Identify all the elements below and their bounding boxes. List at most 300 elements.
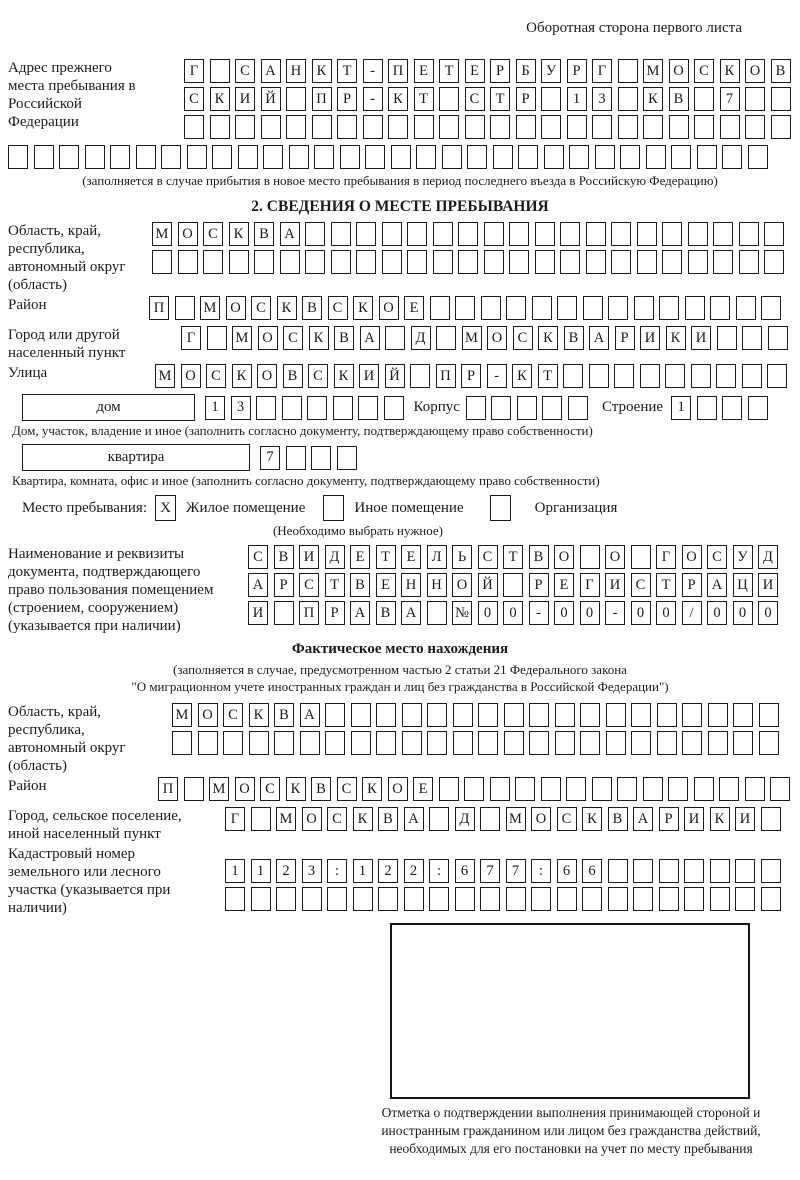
char-cell[interactable] bbox=[637, 250, 657, 274]
char-cell[interactable] bbox=[618, 87, 638, 111]
char-cell[interactable] bbox=[568, 396, 588, 420]
char-cell[interactable] bbox=[172, 731, 192, 755]
char-cell[interactable]: С bbox=[235, 59, 255, 83]
char-cell[interactable] bbox=[453, 731, 473, 755]
char-cell[interactable] bbox=[748, 145, 768, 169]
char-cell[interactable] bbox=[542, 396, 562, 420]
char-cell[interactable] bbox=[659, 859, 679, 883]
char-cell[interactable] bbox=[289, 145, 309, 169]
char-cell[interactable] bbox=[634, 296, 654, 320]
char-cell[interactable]: С bbox=[299, 573, 319, 597]
char-cell[interactable]: К bbox=[232, 364, 252, 388]
char-cell[interactable]: Е bbox=[414, 59, 434, 83]
char-cell[interactable] bbox=[541, 777, 561, 801]
char-cell[interactable] bbox=[662, 250, 682, 274]
char-cell[interactable] bbox=[592, 777, 612, 801]
char-cell[interactable] bbox=[633, 887, 653, 911]
char-cell[interactable]: И bbox=[684, 807, 704, 831]
char-cell[interactable] bbox=[433, 250, 453, 274]
char-cell[interactable] bbox=[682, 703, 702, 727]
char-cell[interactable]: П bbox=[299, 601, 319, 625]
char-cell[interactable] bbox=[529, 703, 549, 727]
char-cell[interactable]: Й bbox=[478, 573, 498, 597]
char-cell[interactable] bbox=[764, 222, 784, 246]
char-cell[interactable] bbox=[722, 396, 742, 420]
char-cell[interactable]: 7 bbox=[720, 87, 740, 111]
char-cell[interactable] bbox=[697, 145, 717, 169]
char-cell[interactable] bbox=[694, 777, 714, 801]
char-cell[interactable]: К bbox=[538, 326, 558, 350]
char-cell[interactable] bbox=[710, 887, 730, 911]
char-cell[interactable]: О bbox=[531, 807, 551, 831]
char-cell[interactable] bbox=[694, 87, 714, 111]
char-cell[interactable] bbox=[504, 703, 524, 727]
char-cell[interactable] bbox=[312, 115, 332, 139]
stay-option-organization-checkbox[interactable] bbox=[490, 495, 511, 521]
char-cell[interactable]: А bbox=[707, 573, 727, 597]
char-cell[interactable] bbox=[490, 115, 510, 139]
char-cell[interactable] bbox=[286, 87, 306, 111]
char-cell[interactable] bbox=[358, 396, 378, 420]
char-cell[interactable]: В bbox=[274, 703, 294, 727]
char-cell[interactable]: Г bbox=[184, 59, 204, 83]
char-cell[interactable]: К bbox=[666, 326, 686, 350]
char-cell[interactable]: И bbox=[691, 326, 711, 350]
char-cell[interactable]: В bbox=[274, 545, 294, 569]
char-cell[interactable]: С bbox=[694, 59, 714, 83]
char-cell[interactable]: Н bbox=[427, 573, 447, 597]
char-cell[interactable] bbox=[365, 145, 385, 169]
char-cell[interactable]: Е bbox=[401, 545, 421, 569]
char-cell[interactable] bbox=[382, 250, 402, 274]
char-cell[interactable] bbox=[657, 731, 677, 755]
char-cell[interactable] bbox=[402, 703, 422, 727]
char-cell[interactable] bbox=[544, 145, 564, 169]
char-cell[interactable] bbox=[662, 222, 682, 246]
char-cell[interactable] bbox=[198, 731, 218, 755]
char-cell[interactable]: 7 bbox=[506, 859, 526, 883]
char-cell[interactable] bbox=[682, 731, 702, 755]
char-cell[interactable] bbox=[748, 396, 768, 420]
char-cell[interactable] bbox=[688, 222, 708, 246]
char-cell[interactable] bbox=[583, 296, 603, 320]
stay-option-residential-checkbox[interactable]: X bbox=[155, 495, 176, 521]
char-cell[interactable] bbox=[416, 145, 436, 169]
char-cell[interactable]: Р bbox=[325, 601, 345, 625]
char-cell[interactable]: П bbox=[436, 364, 456, 388]
char-cell[interactable]: О bbox=[605, 545, 625, 569]
char-cell[interactable] bbox=[516, 115, 536, 139]
char-cell[interactable] bbox=[305, 250, 325, 274]
char-cell[interactable] bbox=[225, 887, 245, 911]
char-cell[interactable] bbox=[286, 446, 306, 470]
char-cell[interactable]: К bbox=[229, 222, 249, 246]
char-cell[interactable]: И bbox=[299, 545, 319, 569]
char-cell[interactable]: Т bbox=[503, 545, 523, 569]
char-cell[interactable]: О bbox=[198, 703, 218, 727]
char-cell[interactable] bbox=[580, 731, 600, 755]
char-cell[interactable] bbox=[735, 859, 755, 883]
char-cell[interactable]: Ь bbox=[452, 545, 472, 569]
char-cell[interactable] bbox=[735, 887, 755, 911]
char-cell[interactable]: Р bbox=[274, 573, 294, 597]
char-cell[interactable] bbox=[606, 731, 626, 755]
char-cell[interactable] bbox=[184, 777, 204, 801]
char-cell[interactable]: В bbox=[302, 296, 322, 320]
char-cell[interactable] bbox=[136, 145, 156, 169]
char-cell[interactable] bbox=[430, 296, 450, 320]
char-cell[interactable]: А bbox=[633, 807, 653, 831]
char-cell[interactable]: О bbox=[452, 573, 472, 597]
char-cell[interactable]: А bbox=[300, 703, 320, 727]
char-cell[interactable] bbox=[351, 703, 371, 727]
char-cell[interactable]: 0 bbox=[707, 601, 727, 625]
char-cell[interactable]: С bbox=[223, 703, 243, 727]
char-cell[interactable] bbox=[175, 296, 195, 320]
char-cell[interactable]: С bbox=[707, 545, 727, 569]
char-cell[interactable] bbox=[286, 115, 306, 139]
char-cell[interactable] bbox=[560, 222, 580, 246]
char-cell[interactable] bbox=[429, 887, 449, 911]
char-cell[interactable] bbox=[327, 887, 347, 911]
char-cell[interactable]: О bbox=[682, 545, 702, 569]
char-cell[interactable]: С bbox=[337, 777, 357, 801]
char-cell[interactable] bbox=[503, 573, 523, 597]
char-cell[interactable]: С bbox=[203, 222, 223, 246]
char-cell[interactable] bbox=[595, 145, 615, 169]
char-cell[interactable] bbox=[589, 364, 609, 388]
char-cell[interactable]: Е bbox=[350, 545, 370, 569]
char-cell[interactable] bbox=[187, 145, 207, 169]
char-cell[interactable]: 0 bbox=[758, 601, 778, 625]
char-cell[interactable]: М bbox=[643, 59, 663, 83]
char-cell[interactable]: К bbox=[643, 87, 663, 111]
char-cell[interactable]: К bbox=[210, 87, 230, 111]
char-cell[interactable] bbox=[618, 59, 638, 83]
char-cell[interactable] bbox=[506, 296, 526, 320]
char-cell[interactable] bbox=[506, 887, 526, 911]
char-cell[interactable]: П bbox=[158, 777, 178, 801]
char-cell[interactable] bbox=[694, 115, 714, 139]
char-cell[interactable] bbox=[563, 364, 583, 388]
char-cell[interactable] bbox=[480, 807, 500, 831]
char-cell[interactable]: К bbox=[353, 807, 373, 831]
char-cell[interactable] bbox=[586, 250, 606, 274]
char-cell[interactable]: О bbox=[388, 777, 408, 801]
char-cell[interactable] bbox=[351, 731, 371, 755]
char-cell[interactable] bbox=[235, 115, 255, 139]
char-cell[interactable]: С bbox=[308, 364, 328, 388]
char-cell[interactable] bbox=[325, 703, 345, 727]
char-cell[interactable]: 0 bbox=[656, 601, 676, 625]
char-cell[interactable]: 3 bbox=[231, 396, 251, 420]
char-cell[interactable]: О bbox=[554, 545, 574, 569]
char-cell[interactable] bbox=[569, 145, 589, 169]
char-cell[interactable] bbox=[407, 250, 427, 274]
char-cell[interactable] bbox=[376, 731, 396, 755]
char-cell[interactable] bbox=[631, 545, 651, 569]
char-cell[interactable] bbox=[618, 115, 638, 139]
char-cell[interactable] bbox=[722, 145, 742, 169]
char-cell[interactable]: Д bbox=[455, 807, 475, 831]
char-cell[interactable]: 0 bbox=[478, 601, 498, 625]
char-cell[interactable]: Т bbox=[538, 364, 558, 388]
char-cell[interactable] bbox=[535, 222, 555, 246]
char-cell[interactable]: М bbox=[209, 777, 229, 801]
char-cell[interactable]: 1 bbox=[671, 396, 691, 420]
char-cell[interactable] bbox=[356, 222, 376, 246]
char-cell[interactable] bbox=[490, 777, 510, 801]
char-cell[interactable] bbox=[770, 777, 790, 801]
char-cell[interactable]: 0 bbox=[554, 601, 574, 625]
char-cell[interactable] bbox=[481, 296, 501, 320]
char-cell[interactable]: С bbox=[327, 807, 347, 831]
char-cell[interactable] bbox=[580, 545, 600, 569]
stay-option-other-checkbox[interactable] bbox=[323, 495, 344, 521]
char-cell[interactable] bbox=[710, 859, 730, 883]
char-cell[interactable]: А bbox=[261, 59, 281, 83]
char-cell[interactable] bbox=[535, 250, 555, 274]
char-cell[interactable] bbox=[582, 887, 602, 911]
char-cell[interactable] bbox=[745, 87, 765, 111]
char-cell[interactable]: С bbox=[513, 326, 533, 350]
char-cell[interactable] bbox=[631, 731, 651, 755]
char-cell[interactable]: А bbox=[350, 601, 370, 625]
char-cell[interactable]: П bbox=[312, 87, 332, 111]
char-cell[interactable] bbox=[745, 777, 765, 801]
char-cell[interactable]: С bbox=[251, 296, 271, 320]
char-cell[interactable] bbox=[767, 364, 787, 388]
char-cell[interactable]: Б bbox=[516, 59, 536, 83]
char-cell[interactable]: С bbox=[478, 545, 498, 569]
char-cell[interactable]: 7 bbox=[480, 859, 500, 883]
char-cell[interactable] bbox=[761, 887, 781, 911]
char-cell[interactable] bbox=[300, 731, 320, 755]
char-cell[interactable] bbox=[620, 145, 640, 169]
char-cell[interactable] bbox=[560, 250, 580, 274]
char-cell[interactable] bbox=[685, 296, 705, 320]
char-cell[interactable]: В bbox=[608, 807, 628, 831]
char-cell[interactable] bbox=[771, 87, 791, 111]
char-cell[interactable]: К bbox=[286, 777, 306, 801]
char-cell[interactable]: С bbox=[557, 807, 577, 831]
char-cell[interactable] bbox=[484, 250, 504, 274]
char-cell[interactable] bbox=[555, 731, 575, 755]
char-cell[interactable] bbox=[333, 396, 353, 420]
char-cell[interactable] bbox=[509, 250, 529, 274]
char-cell[interactable]: О bbox=[258, 326, 278, 350]
char-cell[interactable]: М bbox=[172, 703, 192, 727]
char-cell[interactable] bbox=[713, 250, 733, 274]
char-cell[interactable] bbox=[429, 807, 449, 831]
char-cell[interactable] bbox=[458, 250, 478, 274]
char-cell[interactable]: Т bbox=[414, 87, 434, 111]
char-cell[interactable] bbox=[608, 887, 628, 911]
char-cell[interactable]: К bbox=[353, 296, 373, 320]
char-cell[interactable]: Й bbox=[261, 87, 281, 111]
char-cell[interactable] bbox=[637, 222, 657, 246]
char-cell[interactable]: 6 bbox=[557, 859, 577, 883]
char-cell[interactable]: К bbox=[388, 87, 408, 111]
char-cell[interactable] bbox=[759, 731, 779, 755]
char-cell[interactable]: А bbox=[360, 326, 380, 350]
char-cell[interactable] bbox=[8, 145, 28, 169]
char-cell[interactable]: / bbox=[682, 601, 702, 625]
char-cell[interactable]: О bbox=[257, 364, 277, 388]
char-cell[interactable]: С bbox=[328, 296, 348, 320]
char-cell[interactable] bbox=[745, 115, 765, 139]
char-cell[interactable]: В bbox=[669, 87, 689, 111]
char-cell[interactable]: У bbox=[733, 545, 753, 569]
char-cell[interactable]: С bbox=[248, 545, 268, 569]
char-cell[interactable] bbox=[466, 396, 486, 420]
char-cell[interactable] bbox=[203, 250, 223, 274]
char-cell[interactable]: П bbox=[388, 59, 408, 83]
char-cell[interactable]: Т bbox=[490, 87, 510, 111]
char-cell[interactable]: О bbox=[669, 59, 689, 83]
char-cell[interactable] bbox=[529, 731, 549, 755]
char-cell[interactable]: 3 bbox=[302, 859, 322, 883]
char-cell[interactable] bbox=[555, 703, 575, 727]
char-cell[interactable]: Й bbox=[385, 364, 405, 388]
char-cell[interactable] bbox=[382, 222, 402, 246]
char-cell[interactable] bbox=[580, 703, 600, 727]
char-cell[interactable]: Т bbox=[656, 573, 676, 597]
char-cell[interactable]: О bbox=[745, 59, 765, 83]
char-cell[interactable] bbox=[608, 859, 628, 883]
char-cell[interactable] bbox=[557, 296, 577, 320]
char-cell[interactable]: В bbox=[334, 326, 354, 350]
char-cell[interactable]: К bbox=[277, 296, 297, 320]
char-cell[interactable]: Р bbox=[682, 573, 702, 597]
char-cell[interactable] bbox=[532, 296, 552, 320]
char-cell[interactable]: С bbox=[631, 573, 651, 597]
char-cell[interactable] bbox=[353, 887, 373, 911]
char-cell[interactable]: : bbox=[327, 859, 347, 883]
char-cell[interactable]: И bbox=[359, 364, 379, 388]
char-cell[interactable] bbox=[427, 703, 447, 727]
char-cell[interactable]: К bbox=[309, 326, 329, 350]
char-cell[interactable] bbox=[331, 250, 351, 274]
char-cell[interactable] bbox=[768, 326, 788, 350]
char-cell[interactable] bbox=[736, 296, 756, 320]
char-cell[interactable] bbox=[509, 222, 529, 246]
char-cell[interactable] bbox=[708, 731, 728, 755]
char-cell[interactable]: 6 bbox=[455, 859, 475, 883]
char-cell[interactable] bbox=[659, 887, 679, 911]
char-cell[interactable]: К bbox=[710, 807, 730, 831]
char-cell[interactable] bbox=[518, 145, 538, 169]
char-cell[interactable]: И bbox=[640, 326, 660, 350]
char-cell[interactable] bbox=[229, 250, 249, 274]
char-cell[interactable] bbox=[465, 115, 485, 139]
char-cell[interactable] bbox=[302, 887, 322, 911]
char-cell[interactable] bbox=[759, 703, 779, 727]
char-cell[interactable] bbox=[606, 703, 626, 727]
char-cell[interactable]: Г bbox=[181, 326, 201, 350]
char-cell[interactable] bbox=[210, 115, 230, 139]
char-cell[interactable] bbox=[531, 887, 551, 911]
char-cell[interactable] bbox=[557, 887, 577, 911]
char-cell[interactable] bbox=[688, 250, 708, 274]
char-cell[interactable] bbox=[617, 777, 637, 801]
char-cell[interactable]: Г bbox=[656, 545, 676, 569]
char-cell[interactable]: 1 bbox=[251, 859, 271, 883]
char-cell[interactable] bbox=[110, 145, 130, 169]
char-cell[interactable] bbox=[251, 887, 271, 911]
char-cell[interactable] bbox=[378, 887, 398, 911]
char-cell[interactable] bbox=[439, 777, 459, 801]
char-cell[interactable]: 1 bbox=[205, 396, 225, 420]
char-cell[interactable] bbox=[633, 859, 653, 883]
char-cell[interactable] bbox=[249, 731, 269, 755]
char-cell[interactable] bbox=[480, 887, 500, 911]
char-cell[interactable]: - bbox=[487, 364, 507, 388]
char-cell[interactable]: О bbox=[235, 777, 255, 801]
char-cell[interactable]: Р bbox=[659, 807, 679, 831]
char-cell[interactable]: К bbox=[334, 364, 354, 388]
char-cell[interactable] bbox=[467, 145, 487, 169]
char-cell[interactable]: В bbox=[529, 545, 549, 569]
char-cell[interactable]: Р bbox=[461, 364, 481, 388]
char-cell[interactable] bbox=[331, 222, 351, 246]
char-cell[interactable] bbox=[436, 326, 456, 350]
char-cell[interactable]: : bbox=[531, 859, 551, 883]
char-cell[interactable]: 1 bbox=[353, 859, 373, 883]
char-cell[interactable] bbox=[657, 703, 677, 727]
char-cell[interactable] bbox=[640, 364, 660, 388]
char-cell[interactable] bbox=[455, 887, 475, 911]
char-cell[interactable]: В bbox=[564, 326, 584, 350]
char-cell[interactable]: 1 bbox=[225, 859, 245, 883]
char-cell[interactable] bbox=[739, 250, 759, 274]
char-cell[interactable] bbox=[207, 326, 227, 350]
char-cell[interactable] bbox=[34, 145, 54, 169]
char-cell[interactable] bbox=[356, 250, 376, 274]
char-cell[interactable] bbox=[491, 396, 511, 420]
char-cell[interactable]: М bbox=[506, 807, 526, 831]
char-cell[interactable]: М bbox=[155, 364, 175, 388]
char-cell[interactable] bbox=[567, 115, 587, 139]
char-cell[interactable] bbox=[414, 115, 434, 139]
char-cell[interactable]: С bbox=[184, 87, 204, 111]
char-cell[interactable] bbox=[263, 145, 283, 169]
char-cell[interactable]: И bbox=[235, 87, 255, 111]
char-cell[interactable]: К bbox=[249, 703, 269, 727]
char-cell[interactable] bbox=[733, 703, 753, 727]
char-cell[interactable]: Е bbox=[465, 59, 485, 83]
char-cell[interactable]: Р bbox=[567, 59, 587, 83]
char-cell[interactable]: К bbox=[582, 807, 602, 831]
char-cell[interactable]: 1 bbox=[567, 87, 587, 111]
char-cell[interactable]: Т bbox=[337, 59, 357, 83]
char-cell[interactable] bbox=[210, 59, 230, 83]
char-cell[interactable]: А bbox=[248, 573, 268, 597]
char-cell[interactable]: - bbox=[605, 601, 625, 625]
char-cell[interactable] bbox=[691, 364, 711, 388]
char-cell[interactable] bbox=[178, 250, 198, 274]
char-cell[interactable] bbox=[710, 296, 730, 320]
char-cell[interactable] bbox=[307, 396, 327, 420]
char-cell[interactable] bbox=[337, 115, 357, 139]
char-cell[interactable] bbox=[282, 396, 302, 420]
char-cell[interactable]: И bbox=[248, 601, 268, 625]
char-cell[interactable]: В bbox=[311, 777, 331, 801]
char-cell[interactable] bbox=[433, 222, 453, 246]
char-cell[interactable] bbox=[669, 115, 689, 139]
char-cell[interactable] bbox=[761, 859, 781, 883]
char-cell[interactable]: О bbox=[178, 222, 198, 246]
